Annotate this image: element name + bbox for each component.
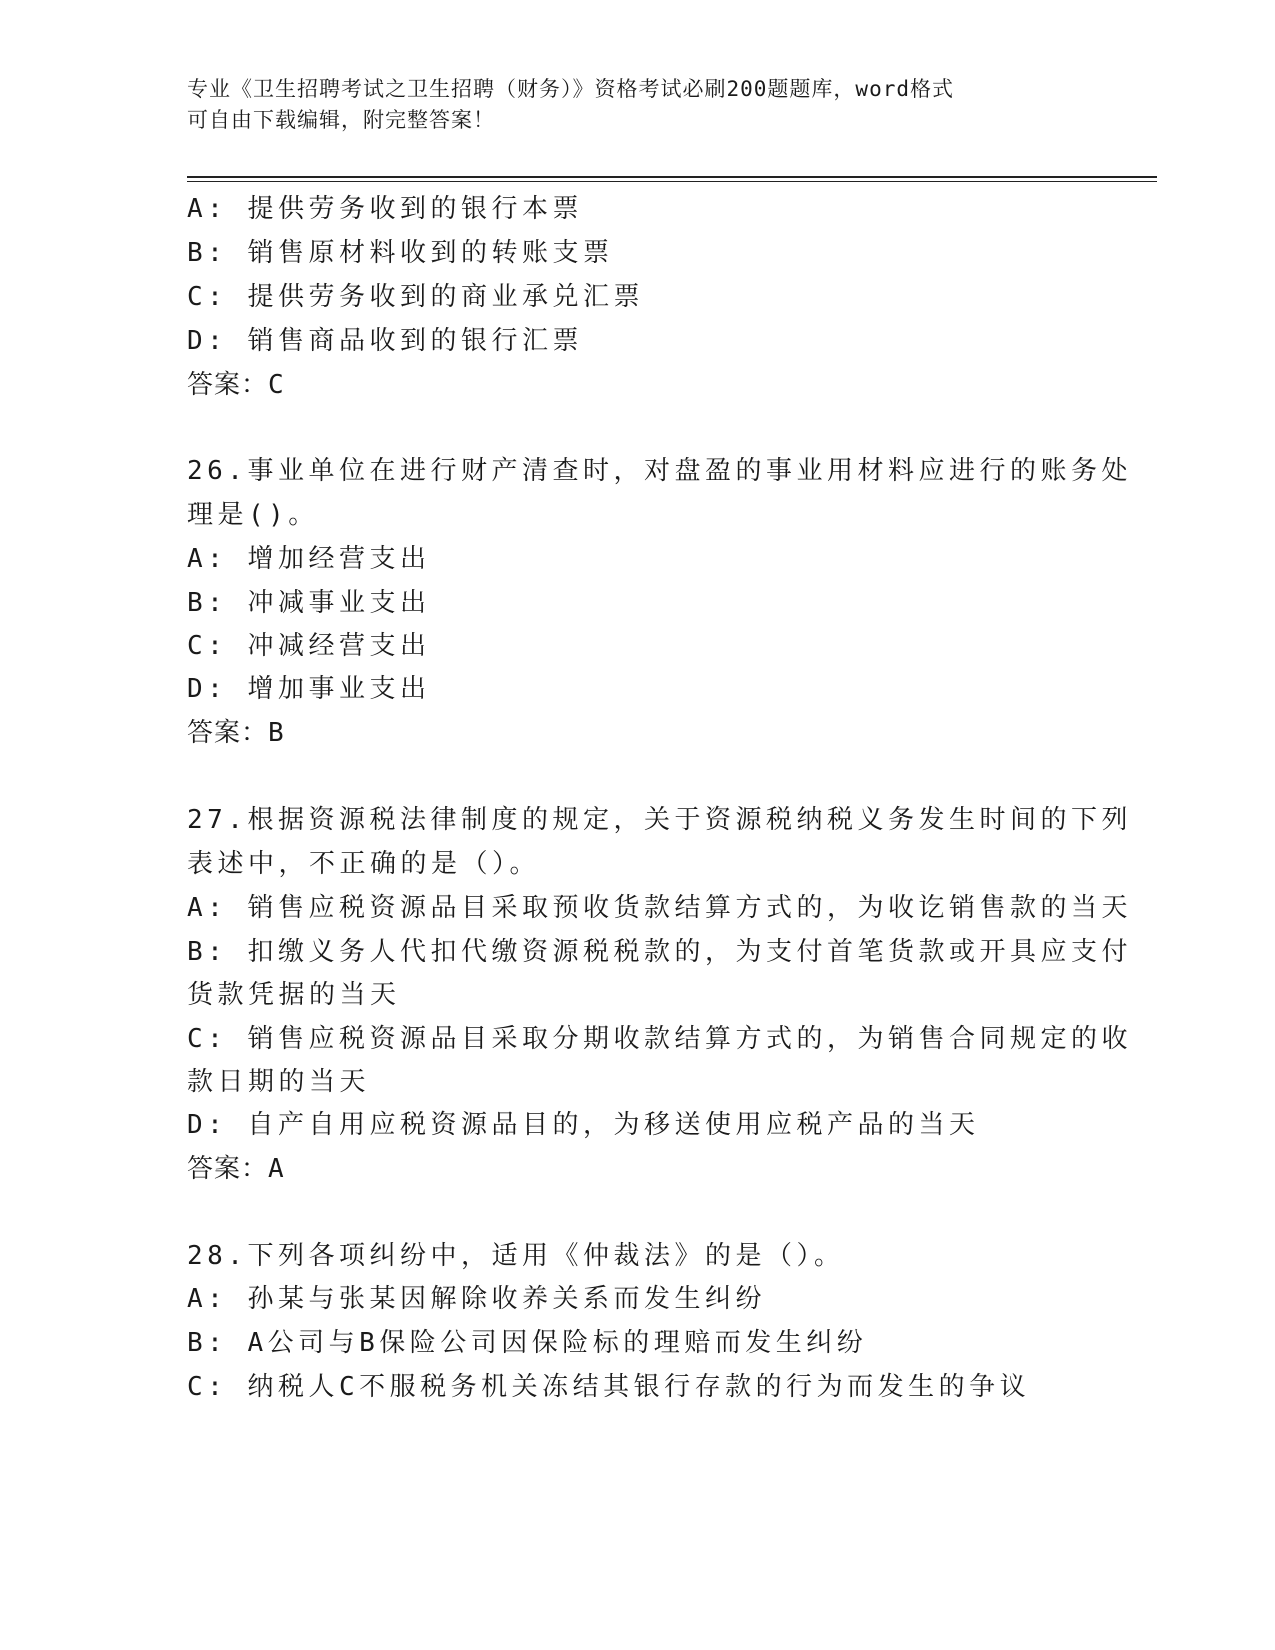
q27-stem-line-2: 表述中，不正确的是（）。 (187, 849, 541, 879)
document-header (187, 74, 1067, 136)
q27-answer: 答案：A (187, 1154, 285, 1184)
q27-option-b-line-2: 货款凭据的当天 (187, 980, 401, 1010)
header-divider-thick (187, 176, 1157, 178)
header-divider-thin (187, 181, 1157, 182)
q25-option-b: B: 销售原材料收到的转账支票 (187, 238, 614, 268)
header-line-1: 专业《卫生招聘考试之卫生招聘（财务）》资格考试必刷200题题库，word格式 (187, 77, 954, 101)
q25-option-d: D: 销售商品收到的银行汇票 (187, 326, 583, 356)
q26-option-b: B: 冲减事业支出 (187, 588, 431, 618)
q25-answer: 答案：C (187, 370, 285, 400)
q27-option-c-line-1: C: 销售应税资源品目采取分期收款结算方式的，为销售合同规定的收 (187, 1024, 1132, 1054)
q28-stem: 28.下列各项纠纷中，适用《仲裁法》的是（）。 (187, 1241, 845, 1271)
q27-stem-line-1: 27.根据资源税法律制度的规定，关于资源税纳税义务发生时间的下列 (187, 805, 1132, 835)
q26-answer: 答案：B (187, 718, 285, 748)
q26-stem-line-2: 理是()。 (187, 500, 319, 530)
q26-option-d: D: 增加事业支出 (187, 674, 431, 704)
q26-option-c: C: 冲减经营支出 (187, 631, 431, 661)
q28-option-b: B: A公司与B保险公司因保险标的理赔而发生纠纷 (187, 1328, 868, 1358)
q26-option-a: A: 增加经营支出 (187, 544, 431, 574)
q28-option-c: C: 纳税人C不服税务机关冻结其银行存款的行为而发生的争议 (187, 1372, 1031, 1402)
q25-option-a: A: 提供劳务收到的银行本票 (187, 194, 583, 224)
q26-stem-line-1: 26.事业单位在进行财产清查时，对盘盈的事业用材料应进行的账务处 (187, 456, 1132, 486)
q25-option-c: C: 提供劳务收到的商业承兑汇票 (187, 282, 644, 312)
q27-option-a: A: 销售应税资源品目采取预收货款结算方式的，为收讫销售款的当天 (187, 893, 1132, 923)
q28-option-a: A: 孙某与张某因解除收养关系而发生纠纷 (187, 1284, 766, 1314)
q27-option-b-line-1: B: 扣缴义务人代扣代缴资源税税款的，为支付首笔货款或开具应支付 (187, 937, 1132, 967)
q27-option-d: D: 自产自用应税资源品目的，为移送使用应税产品的当天 (187, 1110, 980, 1140)
header-line-2: 可自由下载编辑，附完整答案！ (187, 108, 495, 132)
q27-option-c-line-2: 款日期的当天 (187, 1067, 371, 1097)
